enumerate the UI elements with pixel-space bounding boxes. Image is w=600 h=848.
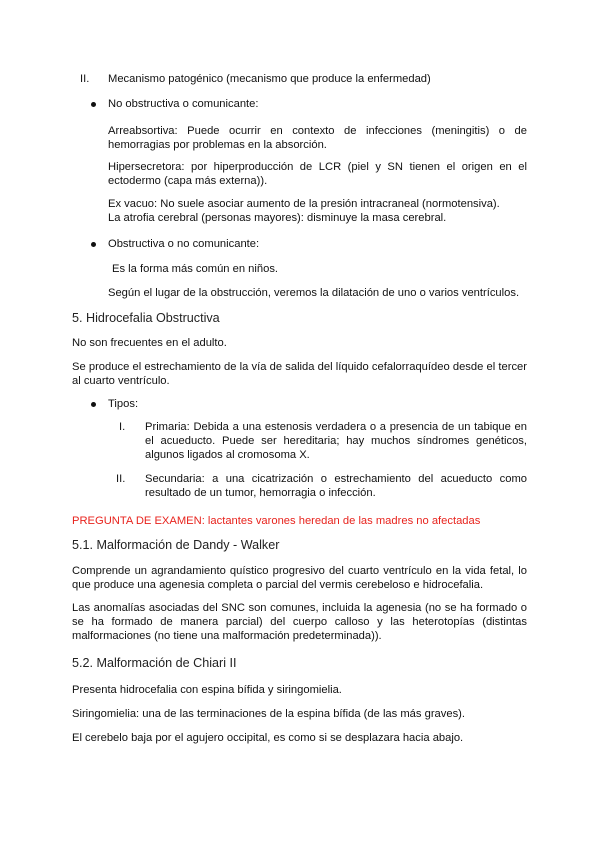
list-number: II. xyxy=(80,73,90,85)
paragraph: La atrofia cerebral (personas mayores): disminuye la masa cerebral. xyxy=(108,212,447,224)
paragraph: Comprende un agrandamiento quístico progresivo del cuarto ventrículo en la vida fetal, lo que produce una agenesia completa o parcial del vermis cerebeloso e hidrocefalia. xyxy=(72,565,527,591)
paragraph: No son frecuentes en el adulto. xyxy=(72,337,227,349)
section-heading: 5. Hidrocefalia Obstructiva xyxy=(72,311,220,325)
paragraph: Se produce el estrechamiento de la vía de salida del líquido cefalorraquídeo desde el tercer al cuarto ventrículo. xyxy=(72,361,527,387)
section-heading: 5.1. Malformación de Dandy - Walker xyxy=(72,538,280,552)
paragraph: Arreabsortiva: Puede ocurrir en contexto de infecciones (meningitis) o de hemorragias por problemas en la absorción. xyxy=(108,125,527,151)
section-title: Mecanismo patogénico (mecanismo que produce la enfermedad) xyxy=(108,73,431,85)
paragraph: Es la forma más común en niños. xyxy=(112,263,279,275)
list-item-label: Tipos: xyxy=(108,398,139,410)
paragraph: El cerebelo baja por el agujero occipital, es como si se desplazara hacia abajo. xyxy=(72,732,464,744)
list-number: II. xyxy=(116,473,126,485)
bullet-icon xyxy=(91,242,96,247)
paragraph: Las anomalías asociadas del SNC son comunes, incluida la agenesia (no se ha formado o se ha formado de manera parcial) del cuerpo calloso y las heterotopías (distintas malformaciones (no tiene una malformación predeterminada)). xyxy=(72,602,527,642)
list-item-label: No obstructiva o comunicante: xyxy=(108,98,259,110)
bullet-icon xyxy=(91,102,96,107)
paragraph: Secundaria: a una cicatrización o estrechamiento del acueducto como resultado de un tumor, hemorragia o infección. xyxy=(145,473,527,499)
exam-question-note: PREGUNTA DE EXAMEN: lactantes varones heredan de las madres no afectadas xyxy=(72,515,481,527)
paragraph: Ex vacuo: No suele asociar aumento de la presión intracraneal (normotensiva). xyxy=(108,198,500,210)
paragraph: Primaria: Debida a una estenosis verdadera o a presencia de un tabique en el acueducto. Puede ser hereditaria; hay muchos síndromes genéticos, algunos ligados al cromosoma X. xyxy=(145,421,527,461)
list-item-label: Obstructiva o no comunicante: xyxy=(108,238,260,250)
section-heading: 5.2. Malformación de Chiari II xyxy=(72,656,237,670)
paragraph: Según el lugar de la obstrucción, veremos la dilatación de uno o varios ventrículos. xyxy=(108,287,520,299)
list-number: I. xyxy=(119,421,126,433)
paragraph: Siringomielia: una de las terminaciones de la espina bífida (de las más graves). xyxy=(72,708,466,720)
paragraph: Presenta hidrocefalia con espina bífida y siringomielia. xyxy=(72,684,342,696)
paragraph: Hipersecretora: por hiperproducción de LCR (piel y SN tienen el origen en el ectodermo (capa más externa)). xyxy=(108,161,527,187)
bullet-icon xyxy=(91,402,96,407)
